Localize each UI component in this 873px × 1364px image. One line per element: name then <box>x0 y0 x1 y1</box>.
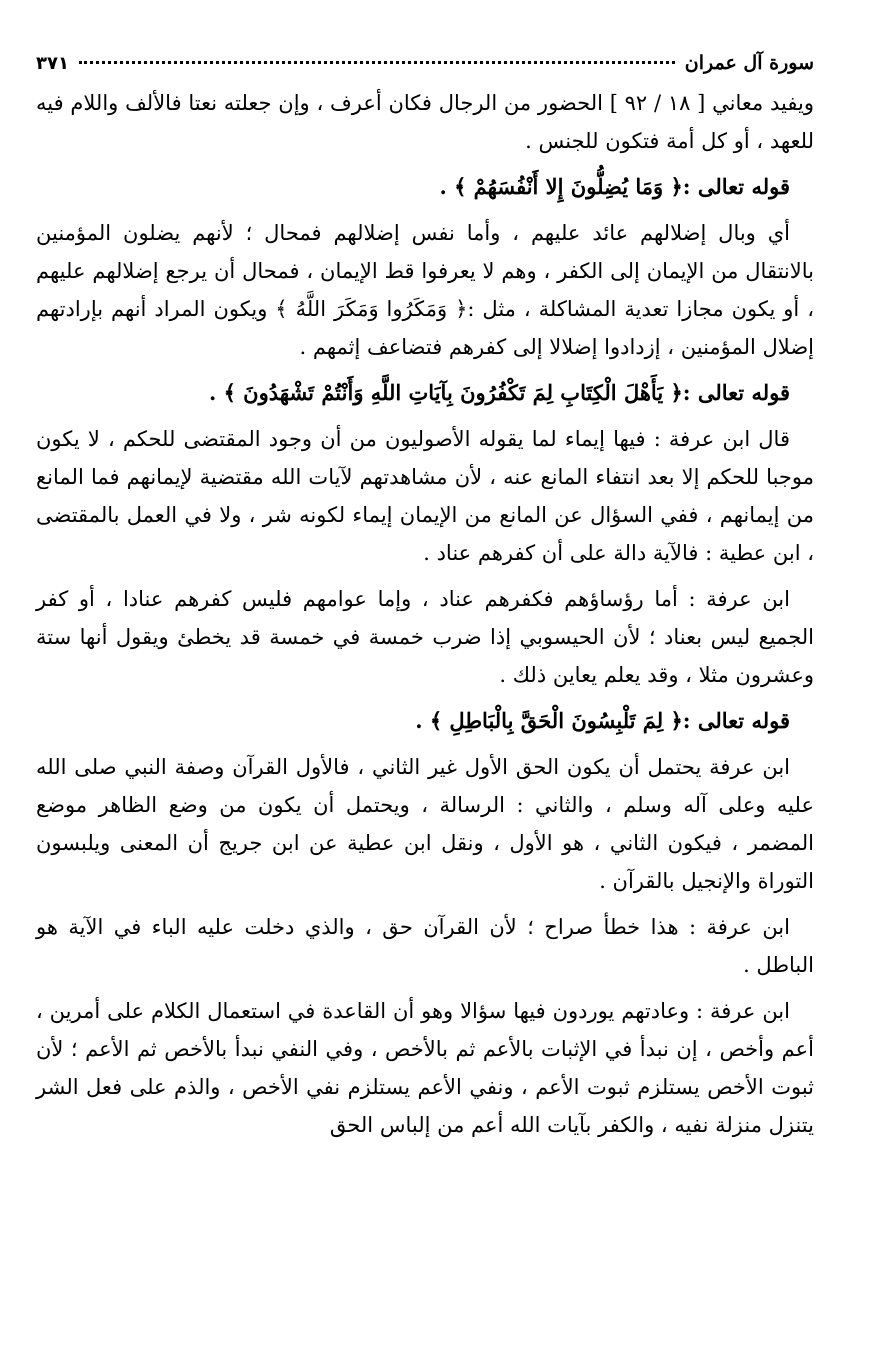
verse-suffix: . <box>439 174 455 199</box>
verse-suffix: . <box>415 708 430 733</box>
quran-verse: ﴿ لِمَ تَلْبِسُونَ الْحَقَّ بِالْبَاطِلِ ﴾ <box>429 708 683 733</box>
verse-prefix: قوله تعالى : <box>682 380 790 405</box>
paragraph-10: ابن عرفة : وعادتهم يوردون فيها سؤالا وهو أن القاعدة في استعمال الكلام على أمرين ، أعم وأخص ، إن نبدأ في الإثبات بالأعم ثم بالأخص ، وفي النفي نبدأ بالأخص ثم الأعم ؛ لأن ثبوت الأخص يستلزم ثبوت الأعم ، ونفي الأعم يستلزم نفي الأخص ، والذم على فعل الشر يتنزل منزلة نفيه ، والكفر بآيات الله أعم من إلباس الحق <box>36 999 814 1137</box>
header-dotted-leader <box>79 61 675 64</box>
verse-prefix: قوله تعالى : <box>682 708 790 733</box>
verse-prefix: قوله تعالى : <box>682 174 790 199</box>
verse-heading-3 <box>36 702 814 740</box>
verse-heading-2 <box>36 374 814 412</box>
verse-suffix: . <box>208 380 224 405</box>
verse-heading-1 <box>36 168 814 206</box>
quran-verse: ﴿ يَأَهْلَ الْكِتَابِ لِمَ تَكْفُرُونَ بِآيَاتِ اللَّهِ وَأَنْتُمْ تَشْهَدُونَ ﴾ <box>223 380 683 405</box>
paragraph-3: أي وبال إضلالهم عائد عليهم ، وأما نفس إضلالهم فمحال ؛ لأنهم يضلون المؤمنين بالانتقال من الإيمان إلى الكفر ، وهم لا يعرفوا قط الإيمان ، فمحال أن يرجع إضلالهم عليهم ، أو يكون مجازا تعدية المشاكلة ، مثل :﴿ وَمَكَرُوا وَمَكَرَ اللَّهُ ﴾ ويكون المراد أنهم بإرادتهم إضلال المؤمنين ، إزدادوا إضلالا إلى كفرهم فتضاعف إثمهم . <box>36 221 814 359</box>
paragraph-8: ابن عرفة يحتمل أن يكون الحق الأول غير الثاني ، فالأول القرآن وصفة النبي صلى الله عليه وعلى آله وسلم ، والثاني : الرسالة ، ويحتمل أن يكون من وضع الظاهر موضع المضمر ، فيكون الثاني ، هو الأول ، ونقل ابن عطية عن ابن جريج أن المعنى ويلبسون التوراة والإنجيل بالقرآن . <box>36 755 814 893</box>
paragraph-1: ويفيد معاني [ ١٨ / ٩٢ ] الحضور من الرجال فكان أعرف ، وإن جعلته نعتا فالألف واللام فيه للعهد ، أو كل أمة فتكون للجنس . <box>36 91 814 153</box>
paragraph-5: قال ابن عرفة : فيها إيماء لما يقوله الأصوليون من أن وجود المقتضى للحكم ، لا يكون موجبا للحكم إلا بعد انتفاء المانع عنه ، لأن مشاهدتهم لآيات الله مقتضية لإيمانهم فما المانع من إيمانهم ، ففي السؤال عن المانع من الإيمان إيماء لكونه شر ، ولا في العمل بالمقتضى ، ابن عطية : فالآية دالة على أن كفرهم عناد . <box>36 427 814 565</box>
surah-title: سورة آل عمران <box>684 52 814 74</box>
paragraph-9: ابن عرفة : هذا خطأ صراح ؛ لأن القرآن حق ، والذي دخلت عليه الباء في الآية هو الباطل . <box>36 915 814 977</box>
running-header <box>36 52 814 84</box>
page-number: ٣٧١ <box>36 53 69 74</box>
quran-verse: ﴿ وَمَا يُضِلُّونَ إِلا أَنْفُسَهُمْ ﴾ <box>454 174 683 199</box>
paragraph-6: ابن عرفة : أما رؤساؤهم فكفرهم عناد ، وإما عوامهم فليس كفرهم عنادا ، أو كفر الجميع ليس بعناد ؛ لأن الحيسوبي إذا ضرب خمسة في خمسة قد يخطئ ويقول أنها ستة وعشرون مثلا ، وقد يعلم يعاين ذلك . <box>36 587 814 687</box>
book-page <box>36 52 814 1144</box>
